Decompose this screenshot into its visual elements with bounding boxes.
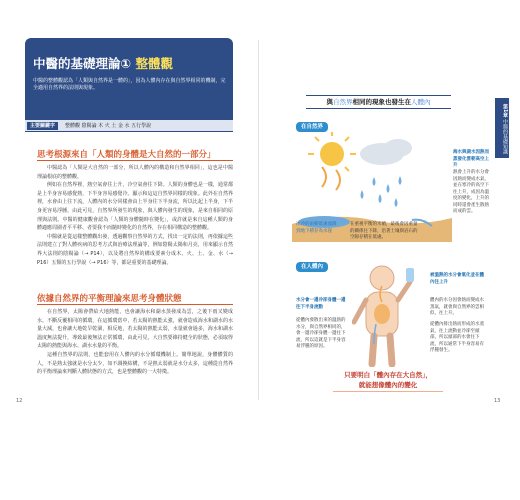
section1-paragraph: 例如在自然界裡，熱空氣會往上升，冷空氣會往下降。人類的身體也是一樣，通常都是上半身容易感覺熱，下半身容易感覺冷。顯示和這這自然界同樣的現象。此外在自然界裡，水會由上往下流，人體內的水分同樣會由上半身往下半身流，所以比起上半身，下半身更容易浮腫。由此可見，自然界所發生的現象，與人體內發生的現象，是來自相同的原理與法則。中醫的健康觀會認為「人類的身體隨時在變化」，或許就是來自這種人類的身體適應周圍者平平移、者要我不而隨時變化的自然界，存在相同構造的整體觀。 bbox=[37, 182, 233, 232]
section2-heading: 依據自然界的平衡理論來思考身體狀態 bbox=[37, 294, 182, 304]
body-caption-left: 水分會一邊冷卻身體一邊往下半身流動 bbox=[296, 298, 346, 310]
heat-core-icon bbox=[374, 304, 390, 324]
nature-caption-top: 海水與湖水因熱而蒸發化雲朝高空上升 bbox=[453, 150, 489, 168]
section2-paragraph: 在自然界，太陽會帶給大地熱能，也會讓海水和湖水蒸發成為雲，之後下雨又變成水。不斷反覆相同的循環，在這循環當中，若太陽的熱能太強，就會造成海水和湖水的水量大減，也會讓大地乾旱乾涸，相反地，若太陽的熱能太弱，水量就會過多，海水和湖水溫度無法提升，導致最後無法正常循環，由此可見，大自然要維持健全的狀態，必須取得太陽的熱能與海水、湖水水量的平衡。 bbox=[37, 309, 233, 350]
fig-title-mid: 相同的現象也發生在 bbox=[352, 98, 411, 106]
side-tab-chapter: 第1章 bbox=[502, 104, 508, 118]
section1-underline bbox=[37, 160, 233, 161]
chapter-title-block bbox=[25, 38, 233, 128]
page-gutter bbox=[258, 40, 259, 400]
fig-title-accent-nature: 自然界 bbox=[333, 98, 353, 106]
fig-title-accent-body: 人體內 bbox=[411, 98, 431, 106]
nature-caption-top-detail: 熱會上升的水分會因熱而變成水氣，並在寒冷的高空下往上升，成因為溫度的變化，上升的同時還會產生散熱而成的雲。 bbox=[453, 170, 489, 214]
body-caption-top: 被溫熱的水分會氣化並在體內往上升 bbox=[430, 273, 484, 285]
keywords-list: 整體觀 陰陽論 木 火 土 金 水 五行學說 bbox=[65, 123, 152, 129]
keywords-bar bbox=[25, 120, 233, 132]
sun-icon bbox=[320, 142, 344, 166]
chapter-side-tab bbox=[495, 98, 509, 158]
callout-underline bbox=[333, 391, 443, 392]
section2-underline bbox=[37, 304, 233, 305]
title-description: 中醫的整體觀認為「人類與自然界是一體的」，因為人體內存在與自然界相同的機制，完全適用自然界的法則與現象。 bbox=[33, 78, 226, 91]
section2-paragraph: 這種自然界的法則，也能套用在人體內的水分循環機制上。簡單地說，身體體質的人，不是熱太強就是水分太少，如不調換結構，不是熱太弱就是水分太多，這種從自然界的平衡理論來判斷人體狀態的方式，也是整體觀的一大特徵。 bbox=[37, 351, 233, 376]
water-cup-icon bbox=[406, 268, 414, 282]
evaporation-arrow-icon bbox=[322, 167, 326, 187]
nature-section-tag: 在自然界 bbox=[296, 122, 328, 132]
title-prefix: 中醫的基礎理論① bbox=[33, 56, 132, 71]
section1-paragraph: 中醫就是從這樣整體觀出發，透過觀察自然界的方式，找出一定的法則，再依據這些法則建立了對人體疾病的思考方式與治療法理論等，例如陰陽太陽和月亮，用來顯示自然界大法則的陰陽論（→ P14），以及將自然界的構成要素分成木、火、土、金、水（→ P16）五類的五行學說（→ P16）等，都是重要的基礎理論。 bbox=[37, 233, 233, 266]
page-number-left: 12 bbox=[16, 398, 23, 404]
fig-title-prefix: 與 bbox=[326, 98, 333, 106]
body-section-tag: 在人體內 bbox=[296, 262, 328, 272]
nature-caption-bottom-left: 冰冷的雨朝低處流降到地下積存為水窪 bbox=[296, 222, 337, 234]
body-caption-right-detail: 從體內排出熱而形成的水蒸氣，往上流動並冷卻至頭部，所以頭部的水會往下流，所以通常下半身容易有浮腫發生。 bbox=[430, 322, 484, 353]
page-number-right: 13 bbox=[494, 398, 501, 404]
human-body-illustration bbox=[352, 262, 422, 367]
section1-paragraph: 中醫認為「人類是大自然的一部分，所以人體內的構造和自然界相同」，這也是中醫理論根底的整體觀。 bbox=[37, 165, 233, 180]
page-title bbox=[33, 54, 173, 72]
body-caption-left-detail: 從體內發散出來的溫熱的水分，與自然界相同的，會一邊冷卻身體一邊往下流，所以這就是下半身容易浮腫的原因。 bbox=[296, 318, 346, 349]
body-caption-top-detail: 體內的水分因會熱而變成水蒸氣，就會與自然界的雲相似，往上升。 bbox=[430, 298, 484, 316]
section1-body bbox=[37, 164, 233, 274]
title-accent: 整體觀 bbox=[135, 56, 173, 71]
keywords-tag: 主要關鍵字 bbox=[27, 122, 58, 130]
callout-line-2: 就能想像體內的變化 bbox=[358, 381, 418, 389]
section2-body bbox=[37, 308, 233, 388]
nature-caption-bottom-right: 在重視平衡的水循，最後會因重量的關係往下降，沿著土壤與岩石的空隙存積在低處。 bbox=[350, 222, 418, 240]
callout-line-1: 只要明白「體內存在大自然」， bbox=[344, 371, 432, 379]
rain-drops-icon bbox=[361, 176, 402, 207]
section1-heading: 思考根源來自「人類的身體是大自然的一部分」 bbox=[37, 150, 216, 160]
figure-title bbox=[306, 95, 451, 109]
side-tab-label: 中醫的基礎知識 bbox=[502, 119, 508, 155]
summary-callout bbox=[333, 370, 443, 390]
